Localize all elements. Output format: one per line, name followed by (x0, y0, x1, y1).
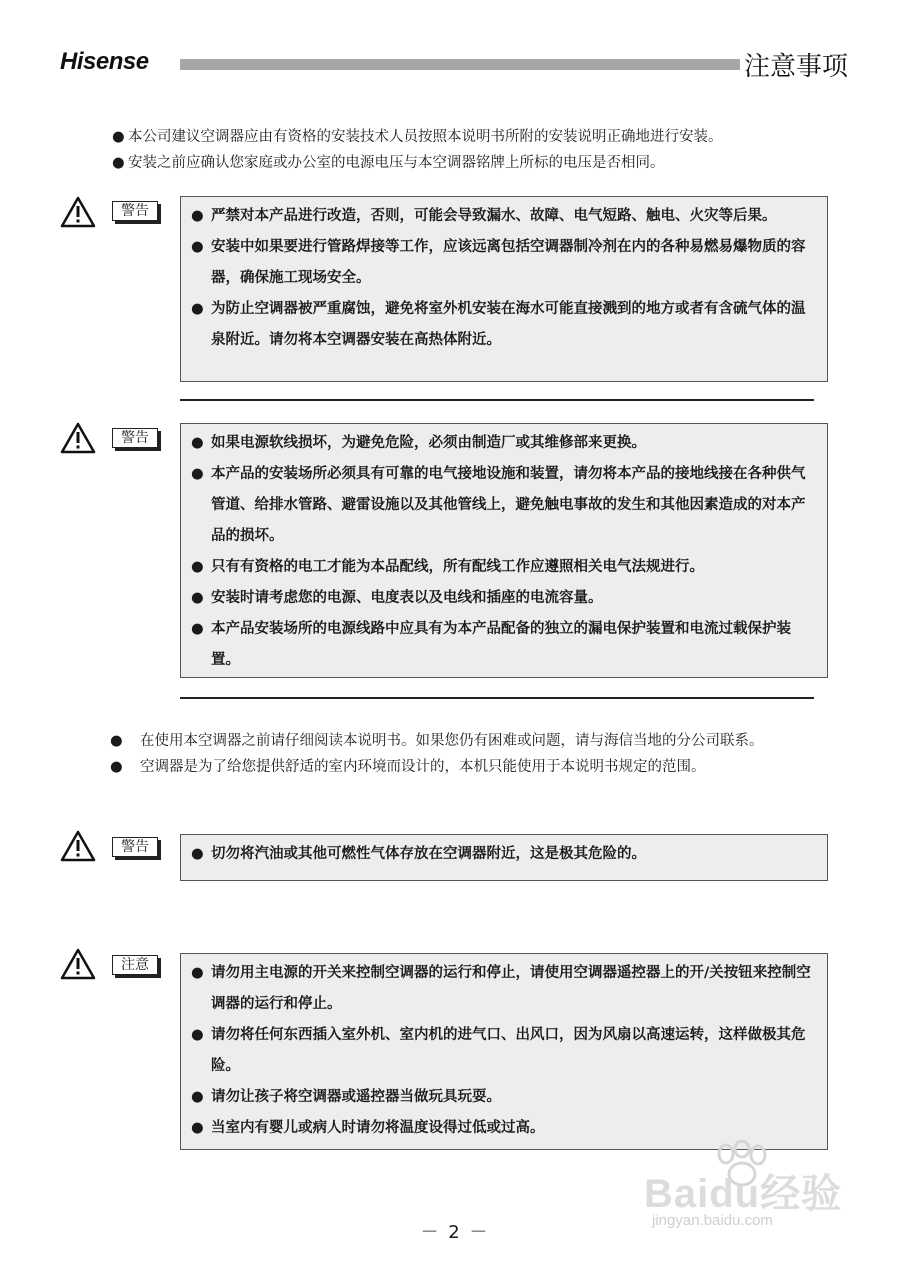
bullet-icon: ● (191, 590, 204, 606)
list-item: ● 当室内有婴儿或病人时请勿将温度设得过低或过高。 (191, 1113, 817, 1144)
divider (180, 399, 814, 401)
list-item: ● 本产品安装场所的电源线路中应具有为本产品配备的独立的漏电保护装置和电流过载保护装置。 (191, 614, 817, 676)
bullet-icon: ● (191, 1027, 204, 1043)
intro-item: ● 在使用本空调器之前请仔细阅读本说明书。如果您仍有困难或问题，请与海信当地的分公司联系。 (110, 728, 830, 754)
warning-triangle-icon (60, 196, 96, 228)
bullet-icon: ● (191, 239, 204, 255)
list-item: ● 只有有资格的电工才能为本品配线，所有配线工作应遵照相关电气法规进行。 (191, 552, 817, 583)
page-title: 注意事项 (743, 52, 848, 82)
list-item: ● 为防止空调器被严重腐蚀，避免将室外机安装在海水可能直接溅到的地方或者有含硫气体的温泉附近。请勿将本空调器安装在高热体附近。 (191, 294, 817, 356)
warning-triangle-icon (60, 830, 96, 862)
bullet-icon: ● (191, 621, 204, 637)
watermark-logo: Baidu经验 (644, 1172, 843, 1216)
brand-logo: Hisense (60, 48, 149, 75)
list-item: ● 安装时请考虑您的电源、电度表以及电线和插座的电流容量。 (191, 583, 817, 614)
bullet-icon: ● (191, 208, 204, 224)
list-item: ● 如果电源软线损坏，为避免危险，必须由制造厂或其维修部来更换。 (191, 428, 817, 459)
warning-triangle-icon (60, 422, 96, 454)
warning-box-3 (180, 834, 828, 881)
warning-triangle-icon (60, 948, 96, 980)
warning-label: 警告 (112, 428, 158, 448)
header-rule (180, 59, 740, 70)
list-item: ● 本产品的安装场所必须具有可靠的电气接地设施和装置，请勿将本产品的接地线接在各种供气管道、给排水管路、避雷设施以及其他管线上，避免触电事故的发生和其他因素造成的对本产品的损坏。 (191, 459, 817, 552)
bullet-icon: ● (191, 1120, 204, 1136)
bullet-icon: ● (191, 301, 204, 317)
watermark-url: jingyan.baidu.com (652, 1212, 773, 1229)
caution-box (180, 953, 828, 1150)
list-item: ● 安装中如果要进行管路焊接等工作，应该远离包括空调器制冷剂在内的各种易燃易爆物质的容器，确保施工现场安全。 (191, 232, 817, 294)
list-item: ● 请勿用主电源的开关来控制空调器的运行和停止，请使用空调器遥控器上的开/关按钮来控制空调器的运行和停止。 (191, 958, 817, 1020)
bullet-icon: ● (110, 733, 123, 749)
list-item: ● 切勿将汽油或其他可燃性气体存放在空调器附近，这是极其危险的。 (191, 839, 817, 870)
divider (180, 697, 814, 699)
bullet-icon: ● (191, 466, 204, 482)
intro-list (112, 124, 847, 176)
bullet-icon: ● (112, 155, 125, 171)
intro-list-2 (110, 728, 830, 780)
bullet-icon: ● (191, 435, 204, 451)
intro-item: ● 空调器是为了给您提供舒适的室内环境而设计的，本机只能使用于本说明书规定的范围。 (110, 754, 830, 780)
bullet-icon: ● (191, 846, 204, 862)
list-item: ● 请勿让孩子将空调器或遥控器当做玩具玩耍。 (191, 1082, 817, 1113)
page-number: － 2 － (420, 1222, 490, 1243)
bullet-icon: ● (112, 129, 125, 145)
warning-label: 警告 (112, 201, 158, 221)
warning-label: 警告 (112, 837, 158, 857)
bullet-icon: ● (191, 965, 204, 981)
warning-box-1 (180, 196, 828, 382)
bullet-icon: ● (191, 559, 204, 575)
bullet-icon: ● (191, 1089, 204, 1105)
list-item: ● 严禁对本产品进行改造，否则，可能会导致漏水、故障、电气短路、触电、火灾等后果。 (191, 201, 817, 232)
intro-item: ● 本公司建议空调器应由有资格的安装技术人员按照本说明书所附的安装说明正确地进行安装。 (112, 124, 847, 150)
warning-box-2 (180, 423, 828, 678)
list-item: ● 请勿将任何东西插入室外机、室内机的进气口、出风口，因为风扇以高速运转，这样做极其危险。 (191, 1020, 817, 1082)
caution-label: 注意 (112, 955, 158, 975)
bullet-icon: ● (110, 759, 123, 775)
intro-item: ● 安装之前应确认您家庭或办公室的电源电压与本空调器铭牌上所标的电压是否相同。 (112, 150, 847, 176)
